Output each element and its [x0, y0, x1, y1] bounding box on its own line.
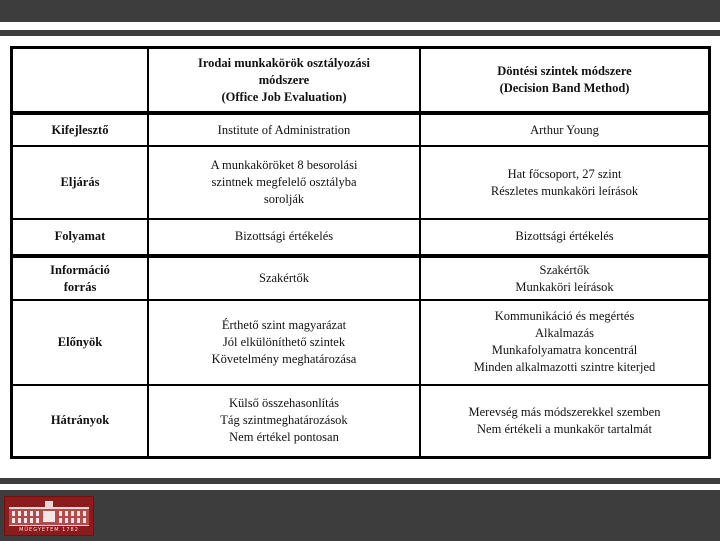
table-row: [12, 300, 709, 384]
table-cell: Bizottsági értékelés: [420, 219, 709, 255]
row-label: Eljárás: [12, 146, 148, 218]
table-header-row: [12, 48, 709, 112]
university-building-logo: [4, 496, 94, 536]
table-row: [12, 385, 709, 457]
top-divider: [0, 30, 720, 36]
logo-caption: MŰEGYETEM 1782: [19, 527, 79, 533]
row-label: Információ forrás: [12, 255, 148, 300]
header-cell-decision-band: Döntési szintek módszere (Decision Band Method): [420, 48, 709, 112]
row-label: Előnyök: [12, 300, 148, 384]
header-cell-office-job: Irodai munkakörök osztályozási módszere (Office Job Evaluation): [148, 48, 420, 112]
table-cell: Arthur Young: [420, 112, 709, 146]
table-cell: Szakértők Munkaköri leírások: [420, 255, 709, 300]
table-row: [12, 112, 709, 146]
table-cell: Merevség más módszerekkel szemben Nem értékeli a munkakör tartalmát: [420, 385, 709, 457]
table-cell: A munkaköröket 8 besorolási szintnek megfelelő osztályba sorolják: [148, 146, 420, 218]
top-bar: [0, 0, 720, 22]
table-cell: Institute of Administration: [148, 112, 420, 146]
row-label: Folyamat: [12, 219, 148, 255]
bottom-divider: [0, 478, 720, 484]
table-cell: Érthető szint magyarázat Jól elkülöníthető szintek Követelmény meghatározása: [148, 300, 420, 384]
table-cell: Külső összehasonlítás Tág szintmeghatározások Nem értékel pontosan: [148, 385, 420, 457]
table-cell: Szakértők: [148, 255, 420, 300]
header-empty-cell: [12, 48, 148, 112]
row-label: Kifejlesztő: [12, 112, 148, 146]
table-row: [12, 219, 709, 255]
comparison-table: [10, 46, 711, 459]
table-row: [12, 255, 709, 300]
table-cell: Hat főcsoport, 27 szint Részletes munkaköri leírások: [420, 146, 709, 218]
table-cell: Bizottsági értékelés: [148, 219, 420, 255]
table-row: [12, 146, 709, 218]
footer-bar: [0, 490, 720, 541]
row-label: Hátrányok: [12, 385, 148, 457]
table-cell: Kommunikáció és megértés Alkalmazás Munkafolyamatra koncentrál Minden alkalmazotti szintre kiterjed: [420, 300, 709, 384]
